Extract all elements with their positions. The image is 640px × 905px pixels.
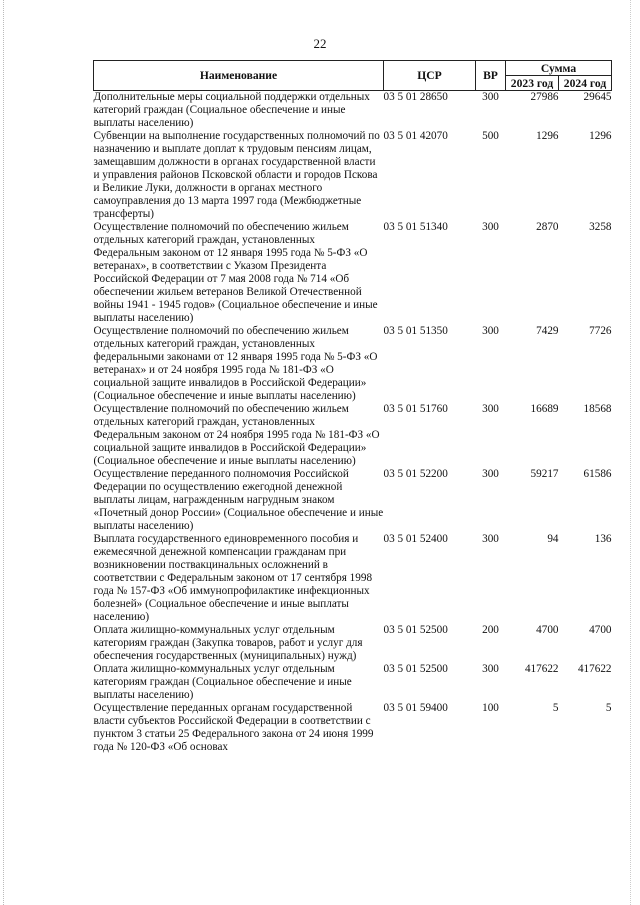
row-csr: 03 5 01 28650 [383, 91, 448, 103]
row-sum-2023: 16689 [530, 403, 559, 415]
table-row [94, 702, 612, 754]
scan-edge-right [630, 0, 631, 905]
row-csr: 03 5 01 51760 [383, 403, 448, 415]
row-vr: 300 [482, 468, 499, 480]
table-row [94, 468, 612, 533]
row-sum-2024: 417622 [577, 663, 612, 675]
page-number: 22 [313, 36, 327, 51]
row-vr: 500 [482, 130, 499, 142]
row-vr: 300 [482, 403, 499, 415]
row-sum-2024: 3258 [589, 221, 612, 233]
row-csr: 03 5 01 52400 [383, 533, 448, 545]
row-name: Оплата жилищно-коммунальных услуг отдельным категориям граждан (Социальное обеспечение и иные выплаты населению) [93, 663, 352, 701]
row-vr: 300 [482, 221, 499, 233]
row-sum-2023: 27986 [530, 91, 559, 103]
row-sum-2024: 4700 [589, 624, 612, 636]
row-name: Осуществление полномочий по обеспечению жильем отдельных категорий граждан, установленных Федеральным законом от 24 ноября 1995 года № 181-ФЗ «О социальной защите инвалидов в Российской Федерации» (Социальное обеспечение и иные выплаты населению) [93, 403, 380, 467]
row-sum-2024: 1296 [589, 130, 612, 142]
budget-table [93, 60, 612, 754]
row-name: Субвенции на выполнение государственных полномочий по назначению и выплате доплат к трудовым пенсиям лицам, замещавшим должности в органах государственной власти и управления районов Псковской области и городов Пскова и Великие Луки, должности в органах местного самоуправления до 13 марта 1997 года (Межбюджетные трансферты) [93, 130, 380, 220]
row-sum-2023: 94 [547, 533, 559, 545]
table-row [94, 221, 612, 325]
row-name: Выплата государственного единовременного пособия и ежемесячной денежной компенсации гражданам при возникновении поствакцинальных осложнений в соответствии с Федеральным законом от 17 сентября 1998 года № 157-ФЗ «Об иммунопрофилактике инфекционных болезней» (Социальное обеспечение и иные выплаты населению) [93, 533, 373, 623]
header-year-2023: 2023 год [506, 76, 559, 91]
row-csr: 03 5 01 52500 [383, 624, 448, 636]
row-sum-2024: 29645 [583, 91, 612, 103]
row-sum-2023: 7429 [536, 325, 559, 337]
row-sum-2023: 417622 [524, 663, 559, 675]
row-name: Оплата жилищно-коммунальных услуг отдельным категориям граждан (Закупка товаров, работ и услуг для обеспечения государственных (муниципальных) нужд) [93, 624, 363, 662]
header-vr: ВР [476, 61, 506, 91]
row-sum-2023: 1296 [536, 130, 559, 142]
scan-edge-left [3, 0, 4, 905]
row-sum-2023: 59217 [530, 468, 559, 480]
table-row [94, 663, 612, 702]
row-sum-2023: 4700 [536, 624, 559, 636]
table-row [94, 130, 612, 221]
row-sum-2024: 136 [594, 533, 612, 545]
row-vr: 100 [482, 702, 499, 714]
table-row [94, 91, 612, 131]
row-vr: 300 [482, 325, 499, 337]
row-csr: 03 5 01 59400 [383, 702, 448, 714]
table-body [94, 91, 612, 755]
row-vr: 300 [482, 91, 499, 103]
row-vr: 200 [482, 624, 499, 636]
header-sum: Сумма [506, 61, 612, 76]
row-name: Осуществление полномочий по обеспечению жильем отдельных категорий граждан, установленных федеральными законами от 12 января 1995 года № 5-ФЗ «О ветеранах» и от 24 ноября 1995 года № 181-ФЗ «О социальной защите инвалидов в Российской Федерации» (Социальное обеспечение и иные выплаты населению) [93, 325, 378, 402]
row-vr: 300 [482, 663, 499, 675]
row-sum-2024: 5 [605, 702, 612, 714]
table-row [94, 325, 612, 403]
table-row [94, 624, 612, 663]
row-sum-2024: 61586 [583, 468, 612, 480]
row-csr: 03 5 01 42070 [383, 130, 448, 142]
row-name: Осуществление полномочий по обеспечению жильем отдельных категорий граждан, установленных Федеральным законом от 12 января 1995 года № 5-ФЗ «О ветеранах», в соответствии с Указом Президента Российской Федерации от 7 мая 2008 года № 714 «Об обеспечении жильем ветеранов Великой Отечественной войны 1941 - 1945 годов» (Социальное обеспечение и иные выплаты населению) [93, 221, 378, 324]
row-sum-2024: 18568 [583, 403, 612, 415]
row-csr: 03 5 01 52200 [383, 468, 448, 480]
row-sum-2023: 2870 [536, 221, 559, 233]
header-csr: ЦСР [384, 61, 476, 91]
header-name: Наименование [94, 61, 384, 91]
table-row [94, 403, 612, 468]
row-sum-2023: 5 [552, 702, 559, 714]
row-csr: 03 5 01 51350 [383, 325, 448, 337]
row-vr: 300 [482, 533, 499, 545]
row-sum-2024: 7726 [589, 325, 612, 337]
table-row [94, 533, 612, 624]
row-csr: 03 5 01 52500 [383, 663, 448, 675]
row-csr: 03 5 01 51340 [383, 221, 448, 233]
row-name: Дополнительные меры социальной поддержки отдельных категорий граждан (Социальное обеспечение и иные выплаты населению) [93, 91, 370, 129]
header-year-2024: 2024 год [559, 76, 612, 91]
row-name: Осуществление переданных органам государственной власти субъектов Российской Федерации в соответствии с пунктом 3 статьи 25 Федерального закона от 24 июня 1999 года № 120-ФЗ «Об основах [93, 702, 374, 753]
row-name: Осуществление переданного полномочия Российской Федерации по осуществлению ежегодной денежной выплаты лицам, награжденным нагрудным знаком «Почетный донор России» (Социальное обеспечение и иные выплаты населению) [93, 468, 384, 532]
table-header [94, 61, 612, 91]
